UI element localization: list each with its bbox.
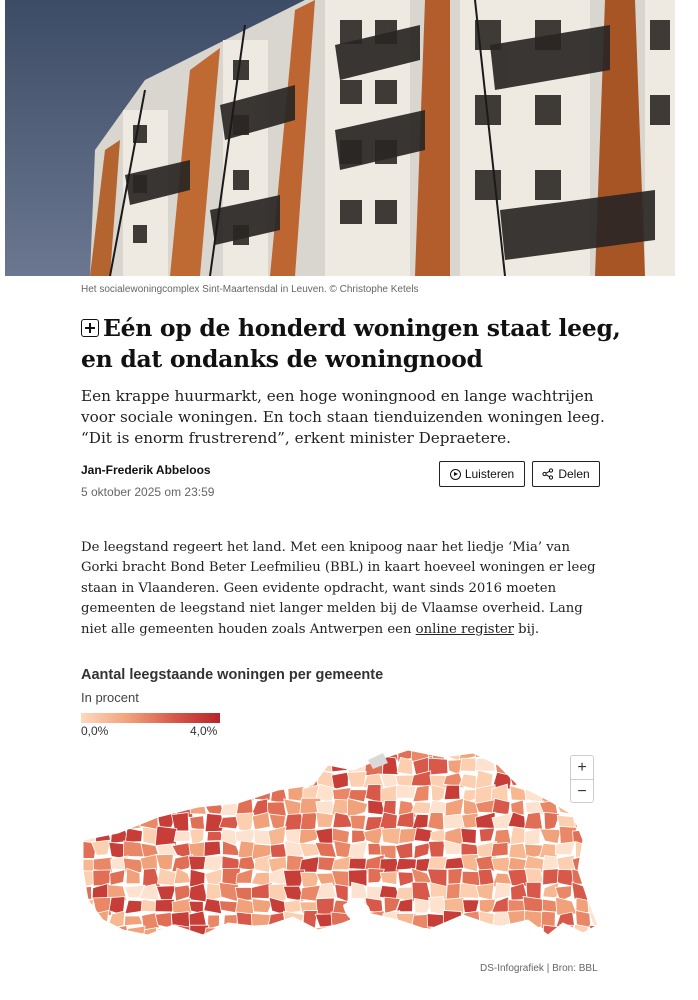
municipality-region[interactable] (398, 872, 413, 886)
share-button[interactable] (532, 461, 600, 487)
municipality-region[interactable] (253, 939, 273, 945)
play-icon (450, 469, 461, 480)
municipality-region[interactable] (108, 800, 128, 818)
municipality-region[interactable] (172, 785, 189, 800)
legend-min-label: 0,0% (81, 724, 109, 738)
municipality-region[interactable] (285, 925, 300, 943)
municipality-region[interactable] (396, 858, 416, 870)
municipality-region[interactable] (173, 771, 191, 788)
plus-icon (81, 319, 99, 337)
municipality-region[interactable] (92, 940, 112, 945)
map-title: Aantal leegstaande woningen per gemeente (81, 667, 384, 683)
municipality-region[interactable] (491, 842, 508, 856)
municipality-region[interactable] (588, 854, 603, 871)
municipality-region[interactable] (429, 841, 445, 859)
municipality-region[interactable] (78, 745, 94, 761)
municipality-region[interactable] (428, 758, 448, 775)
municipality-region[interactable] (141, 760, 157, 774)
municipality-region[interactable] (206, 745, 221, 760)
municipality-region[interactable] (283, 745, 301, 760)
municipality-region[interactable] (157, 786, 172, 803)
listen-button[interactable] (439, 461, 525, 487)
municipality-region[interactable] (254, 784, 271, 800)
municipality-region[interactable] (124, 771, 142, 790)
municipality-region[interactable] (174, 745, 190, 761)
municipality-region[interactable] (220, 939, 238, 945)
municipality-region[interactable] (524, 746, 543, 758)
municipality-region[interactable] (350, 745, 369, 761)
municipality-region[interactable] (140, 799, 161, 816)
municipality-region[interactable] (173, 939, 191, 945)
listen-label: Luisteren (464, 467, 515, 481)
municipality-region[interactable] (576, 842, 593, 858)
municipality-region[interactable] (93, 757, 110, 773)
municipality-region[interactable] (495, 745, 510, 759)
zoom-in-button[interactable]: + (571, 756, 593, 780)
municipality-region[interactable] (430, 928, 448, 942)
municipality-region[interactable] (192, 773, 208, 786)
municipality-region[interactable] (158, 775, 172, 787)
municipality-region[interactable] (445, 745, 461, 761)
municipality-region[interactable] (475, 745, 492, 758)
article-title (81, 313, 641, 375)
municipality-region[interactable] (523, 896, 544, 911)
municipality-region[interactable] (286, 943, 301, 945)
municipality-region[interactable] (112, 939, 126, 945)
zoom-out-button[interactable]: − (577, 782, 587, 800)
legend-gradient (81, 713, 220, 723)
municipality-region[interactable] (174, 868, 191, 884)
municipality-region[interactable] (540, 829, 561, 844)
municipality-region[interactable] (412, 939, 432, 945)
municipality-region[interactable] (126, 745, 141, 758)
municipality-region[interactable] (191, 745, 208, 762)
municipality-region[interactable] (271, 758, 285, 776)
municipality-region[interactable] (575, 940, 589, 945)
municipality-region[interactable] (363, 926, 383, 941)
municipality-region[interactable] (383, 939, 400, 945)
municipality-region[interactable] (591, 870, 603, 884)
municipality-region[interactable] (93, 813, 109, 828)
municipality-region[interactable] (590, 883, 603, 902)
municipality-region[interactable] (158, 799, 174, 815)
municipality-region[interactable] (399, 829, 417, 844)
municipality-region[interactable] (238, 770, 256, 786)
municipality-region[interactable] (541, 775, 561, 789)
municipality-region[interactable] (428, 812, 444, 830)
municipality-region[interactable] (156, 942, 175, 945)
municipality-region[interactable] (123, 814, 143, 830)
municipality-region[interactable] (460, 883, 479, 898)
municipality-region[interactable] (192, 785, 209, 802)
municipality-region[interactable] (220, 773, 241, 789)
municipality-region[interactable] (139, 787, 156, 801)
municipality-region[interactable] (395, 842, 412, 859)
municipality-region[interactable] (381, 828, 401, 845)
municipality-region[interactable] (411, 771, 431, 786)
municipality-region[interactable] (524, 770, 544, 789)
municipality-region[interactable] (189, 758, 207, 775)
municipality-region[interactable] (254, 771, 271, 788)
municipality-region[interactable] (78, 887, 92, 900)
map-source: DS-Infografiek | Bron: BBL (480, 963, 598, 974)
municipality-region[interactable] (79, 813, 96, 832)
municipality-region[interactable] (332, 925, 352, 941)
article-title-text: Eén op de honderd woningen staat leeg, en dat ondanks de woningnood (81, 314, 621, 373)
municipality-region[interactable] (139, 940, 157, 945)
choropleth-map[interactable] (78, 745, 603, 945)
municipality-region[interactable] (350, 925, 369, 940)
municipality-region[interactable] (109, 772, 127, 784)
municipality-region[interactable] (446, 924, 464, 944)
municipality-region[interactable] (414, 843, 430, 859)
municipality-region[interactable] (78, 786, 96, 804)
municipality-region[interactable] (108, 745, 129, 759)
municipality-region[interactable] (479, 828, 494, 842)
municipality-region[interactable] (383, 926, 396, 943)
municipality-region[interactable] (220, 787, 238, 799)
municipality-region[interactable] (251, 745, 272, 757)
municipality-region[interactable] (173, 756, 189, 770)
municipality-region[interactable] (478, 869, 494, 885)
municipality-region[interactable] (155, 826, 177, 846)
article-body (81, 538, 601, 640)
municipality-region[interactable] (204, 788, 221, 804)
body-text-part: De leegstand regeert het land. Met een knipoog naar het liedje ‘Mia’ van Gorki bracht Bond Beter Leefmilieu (BBL) in kaart hoeveel woningen er leeg staan in Vlaanderen. Geen evidente opdracht, want sinds 2016 moeten gemeenten de leegstand niet langer melden bij de Vlaamse overheid. Lang niet alle gemeenten houden zoals Antwerpen een (81, 540, 596, 637)
municipality-region[interactable] (588, 815, 603, 830)
municipality-region[interactable] (461, 854, 479, 871)
share-icon (542, 468, 554, 480)
municipality-region[interactable] (591, 940, 603, 945)
municipality-region[interactable] (156, 854, 173, 871)
municipality-region[interactable] (347, 756, 367, 773)
municipality-region[interactable] (587, 827, 603, 842)
legend-max-label: 4,0% (190, 724, 218, 738)
municipality-region[interactable] (301, 745, 317, 761)
municipality-region[interactable] (204, 899, 222, 914)
municipality-region[interactable] (235, 941, 257, 945)
municipality-region[interactable] (542, 899, 557, 912)
municipality-region[interactable] (555, 842, 575, 855)
municipality-region[interactable] (78, 772, 94, 790)
municipality-region[interactable] (509, 745, 528, 761)
municipality-region[interactable] (507, 925, 526, 944)
municipality-region[interactable] (444, 785, 460, 800)
municipality-region[interactable] (204, 939, 222, 945)
municipality-region[interactable] (414, 828, 433, 842)
online-register-link[interactable]: online register (415, 621, 514, 637)
municipality-region[interactable] (78, 910, 93, 929)
municipality-region[interactable] (235, 813, 254, 831)
municipality-region[interactable] (92, 801, 111, 814)
municipality-region[interactable] (78, 900, 94, 915)
municipality-region[interactable] (333, 940, 349, 945)
municipality-region[interactable] (141, 774, 160, 789)
municipality-region[interactable] (332, 745, 350, 761)
municipality-region[interactable] (573, 924, 589, 940)
municipality-region[interactable] (510, 826, 525, 844)
municipality-region[interactable] (192, 939, 209, 945)
municipality-region[interactable] (507, 757, 528, 773)
municipality-region[interactable] (109, 759, 124, 773)
municipality-region[interactable] (256, 927, 273, 943)
municipality-region[interactable] (492, 857, 510, 872)
municipality-region[interactable] (235, 745, 256, 758)
municipality-region[interactable] (590, 843, 603, 855)
share-label: Delen (558, 467, 590, 481)
municipality-region[interactable] (460, 758, 477, 771)
municipality-region[interactable] (316, 801, 334, 814)
municipality-region[interactable] (125, 800, 140, 816)
municipality-region[interactable] (92, 784, 112, 801)
municipality-region[interactable] (269, 745, 288, 759)
municipality-region[interactable] (460, 939, 479, 945)
municipality-region[interactable] (527, 757, 544, 773)
municipality-region[interactable] (349, 858, 366, 869)
municipality-region[interactable] (368, 800, 385, 815)
municipality-region[interactable] (463, 900, 480, 913)
municipality-region[interactable] (556, 897, 577, 915)
municipality-region[interactable] (284, 900, 300, 913)
municipality-region[interactable] (559, 938, 573, 945)
municipality-region[interactable] (508, 939, 524, 945)
municipality-region[interactable] (460, 925, 478, 944)
municipality-region[interactable] (398, 924, 416, 943)
municipality-region[interactable] (235, 756, 253, 774)
municipality-region[interactable] (590, 925, 603, 941)
map-zoom-control (570, 755, 594, 803)
municipality-region[interactable] (508, 869, 528, 886)
municipality-region[interactable] (204, 841, 221, 856)
municipality-region[interactable] (126, 942, 142, 945)
municipality-region[interactable] (267, 940, 286, 945)
municipality-region[interactable] (204, 772, 225, 786)
municipality-region[interactable] (268, 826, 286, 845)
municipality-region[interactable] (92, 910, 109, 927)
municipality-region[interactable] (94, 925, 110, 942)
municipality-region[interactable] (157, 756, 173, 773)
municipality-region[interactable] (172, 898, 191, 913)
municipality-region[interactable] (205, 760, 222, 773)
municipality-region[interactable] (235, 928, 256, 941)
municipality-region[interactable] (93, 745, 111, 757)
municipality-region[interactable] (220, 800, 238, 815)
municipality-region[interactable] (220, 757, 240, 774)
hero-photo (5, 0, 675, 276)
municipality-region[interactable] (347, 771, 366, 787)
municipality-region[interactable] (494, 939, 511, 945)
municipality-region[interactable] (285, 761, 302, 774)
municipality-region[interactable] (396, 785, 416, 798)
municipality-region[interactable] (110, 818, 127, 831)
municipality-region[interactable] (332, 772, 349, 789)
municipality-region[interactable] (398, 943, 415, 945)
municipality-region[interactable] (527, 938, 543, 945)
municipality-region[interactable] (93, 771, 110, 786)
municipality-region[interactable] (397, 757, 413, 774)
municipality-region[interactable] (524, 812, 542, 830)
municipality-region[interactable] (539, 939, 560, 945)
municipality-region[interactable] (363, 938, 383, 945)
municipality-region[interactable] (317, 939, 335, 945)
municipality-region[interactable] (524, 829, 539, 846)
municipality-region[interactable] (78, 928, 96, 941)
municipality-region[interactable] (174, 831, 190, 841)
municipality-region[interactable] (128, 757, 145, 775)
municipality-region[interactable] (190, 816, 205, 831)
publish-date: 5 oktober 2025 om 23:59 (81, 485, 215, 499)
municipality-region[interactable] (254, 759, 270, 774)
municipality-region[interactable] (335, 884, 348, 902)
municipality-region[interactable] (284, 911, 305, 929)
municipality-region[interactable] (523, 930, 544, 942)
municipality-region[interactable] (510, 775, 527, 785)
municipality-region[interactable] (477, 925, 494, 942)
municipality-region[interactable] (285, 770, 301, 786)
municipality-region[interactable] (475, 942, 495, 945)
municipality-region[interactable] (155, 899, 175, 912)
map-subtitle: In procent (81, 690, 139, 705)
municipality-region[interactable] (270, 844, 286, 858)
municipality-region[interactable] (493, 928, 512, 942)
municipality-region[interactable] (108, 788, 127, 803)
municipality-region[interactable] (544, 760, 559, 774)
municipality-region[interactable] (320, 745, 335, 756)
municipality-region[interactable] (432, 938, 447, 945)
municipality-region[interactable] (219, 925, 238, 943)
municipality-region[interactable] (125, 789, 140, 804)
municipality-region[interactable] (380, 872, 397, 885)
municipality-region[interactable] (349, 939, 367, 945)
municipality-region[interactable] (543, 745, 560, 762)
municipality-region[interactable] (588, 803, 603, 817)
municipality-region[interactable] (124, 916, 142, 926)
municipality-region[interactable] (302, 758, 317, 773)
municipality-region[interactable] (350, 815, 366, 829)
municipality-region[interactable] (78, 940, 96, 945)
municipality-region[interactable] (269, 928, 285, 943)
municipality-region[interactable] (225, 745, 238, 759)
municipality-region[interactable] (207, 915, 219, 929)
municipality-region[interactable] (300, 813, 317, 831)
municipality-region[interactable] (223, 915, 237, 928)
municipality-region[interactable] (268, 773, 287, 787)
municipality-region[interactable] (125, 828, 142, 842)
municipality-region[interactable] (525, 869, 544, 883)
municipality-region[interactable] (141, 745, 156, 761)
municipality-region[interactable] (445, 857, 464, 869)
municipality-region[interactable] (78, 758, 97, 773)
municipality-region[interactable] (412, 928, 429, 942)
municipality-region[interactable] (78, 800, 93, 817)
municipality-region[interactable] (303, 940, 321, 945)
municipality-region[interactable] (461, 828, 477, 843)
municipality-region[interactable] (316, 812, 334, 827)
municipality-region[interactable] (508, 910, 527, 928)
photo-caption: Het socialewoningcomplex Sint-Maartensdal in Leuven. © Christophe Ketels (81, 284, 419, 295)
article-lead: Een krappe huurmarkt, een hoge woningnood en lange wachtrijen voor sociale woningen. En toch staan tienduizenden woningen leeg. “Dit is enorm frustrerend”, erkent minister Depraetere. (81, 387, 605, 447)
body-text-end: bij. (513, 621, 540, 637)
municipality-region[interactable] (444, 942, 464, 945)
municipality-region[interactable] (219, 882, 239, 901)
municipality-region[interactable] (155, 745, 173, 758)
author-name[interactable]: Jan-Frederik Abbeloos (81, 463, 211, 477)
